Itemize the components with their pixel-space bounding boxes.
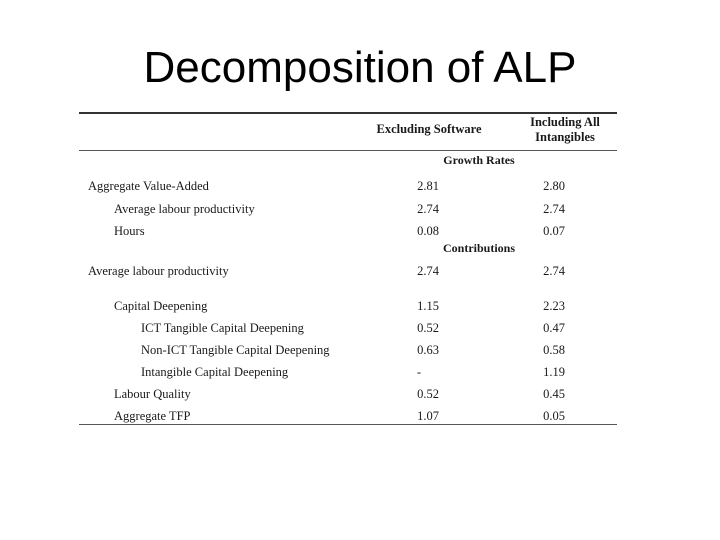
value-excluding-software: 0.63	[417, 343, 439, 357]
value-excluding-software: 1.15	[417, 299, 439, 313]
table-row	[79, 409, 617, 425]
value-excluding-software: 0.08	[417, 224, 439, 238]
value-excluding-software: 0.52	[417, 321, 439, 335]
value-excluding-software: 2.74	[417, 264, 439, 278]
table-row	[79, 321, 617, 337]
row-label: Average labour productivity	[88, 264, 229, 278]
row-label: ICT Tangible Capital Deepening	[141, 321, 304, 335]
table-top-rule	[79, 112, 617, 114]
value-excluding-software: 2.74	[417, 202, 439, 216]
table-row	[79, 387, 617, 403]
header-excluding-software: Excluding Software	[376, 122, 482, 136]
table-row	[79, 179, 617, 195]
header-including-all-line1: Including All	[530, 115, 600, 129]
row-label: Intangible Capital Deepening	[141, 365, 289, 379]
value-including-intangibles: 1.19	[543, 365, 565, 379]
table-header-rule	[79, 150, 617, 151]
table-row	[79, 365, 617, 381]
table-row	[79, 202, 617, 218]
value-including-intangibles: 0.07	[543, 224, 565, 238]
table-bottom-rule	[79, 424, 617, 425]
value-excluding-software: 2.81	[417, 179, 439, 193]
table-row	[79, 224, 617, 240]
value-excluding-software: 1.07	[417, 409, 439, 423]
table-row	[79, 343, 617, 359]
value-including-intangibles: 0.58	[543, 343, 565, 357]
row-label: Average labour productivity	[114, 202, 255, 216]
value-excluding-software: -	[416, 365, 422, 379]
row-label: Aggregate TFP	[114, 409, 191, 423]
value-including-intangibles: 2.80	[543, 179, 565, 193]
value-including-intangibles: 2.74	[543, 264, 565, 278]
header-including-all-line2: Intangibles	[535, 130, 595, 144]
row-label: Aggregate Value-Added	[88, 179, 209, 193]
slide-title: Decomposition of ALP	[143, 43, 577, 92]
table-row	[79, 299, 617, 315]
row-label: Non-ICT Tangible Capital Deepening	[141, 343, 330, 357]
header-including-all-intangibles	[505, 115, 625, 145]
value-including-intangibles: 2.74	[543, 202, 565, 216]
value-excluding-software: 0.52	[417, 387, 439, 401]
value-including-intangibles: 0.45	[543, 387, 565, 401]
table-row	[79, 264, 617, 280]
value-including-intangibles: 0.05	[543, 409, 565, 423]
section-contributions: Contributions	[442, 241, 516, 255]
section-growth-rates: Growth Rates	[443, 153, 515, 167]
row-label: Capital Deepening	[114, 299, 208, 313]
value-including-intangibles: 0.47	[543, 321, 565, 335]
value-including-intangibles: 2.23	[543, 299, 565, 313]
row-label: Labour Quality	[114, 387, 191, 401]
row-label: Hours	[114, 224, 145, 238]
